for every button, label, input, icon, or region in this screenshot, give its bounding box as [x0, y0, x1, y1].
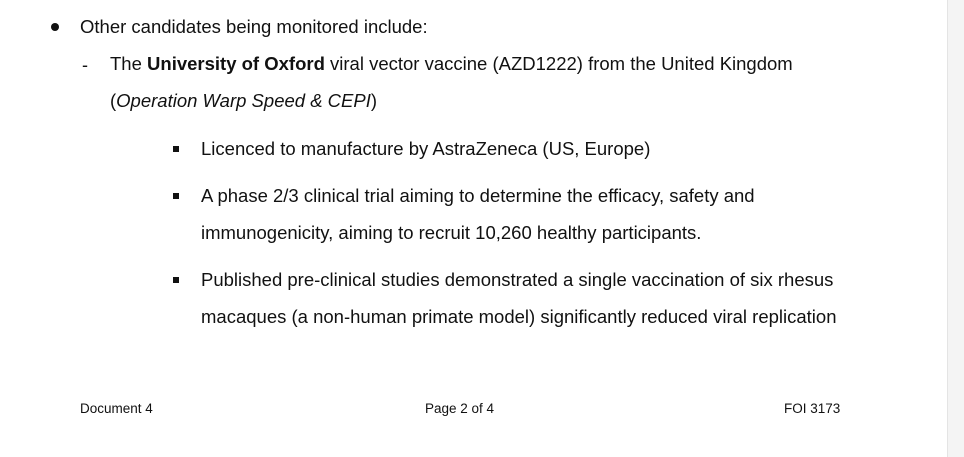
- dash-item-paren-close: ): [370, 90, 378, 111]
- sub-bullet-1-line-1: Licenced to manufacture by AstraZeneca (US, Europe): [201, 138, 651, 159]
- sub-bullet-2-line-2: immunogenicity, aiming to recruit 10,260 healthy participants.: [201, 222, 702, 243]
- dash-bullet-icon: -: [82, 55, 88, 75]
- sub-bullet-3-line-2: macaques (a non-human primate model) significantly reduced viral replication: [201, 306, 837, 327]
- dash-item-suffix: viral vector vaccine (AZD1222) from the United Kingdom: [324, 53, 793, 74]
- square-bullet-icon: [173, 193, 179, 199]
- square-bullet-icon: [173, 146, 179, 152]
- footer-document-label: Document 4: [80, 401, 153, 416]
- footer-page-number: Page 2 of 4: [425, 401, 495, 416]
- dash-item-line-2: [110, 90, 377, 112]
- bullet-dot-icon: [51, 23, 59, 31]
- sub-bullet-2-line-1: A phase 2/3 clinical trial aiming to determine the efficacy, safety and: [201, 185, 755, 206]
- square-bullet-icon: [173, 277, 179, 283]
- scrollbar-track[interactable]: [947, 0, 964, 457]
- top-bullet-text: Other candidates being monitored include:: [80, 16, 428, 37]
- dash-item-paren-open: (: [110, 90, 117, 111]
- dash-item-prefix: The: [110, 53, 148, 74]
- sub-bullet-3-line-1: Published pre-clinical studies demonstrated a single vaccination of six rhesus: [201, 269, 834, 290]
- footer-foi-reference: FOI 3173: [784, 401, 841, 416]
- dash-item-funders: Operation Warp Speed & CEPI: [116, 90, 371, 111]
- dash-item-bold-institution: University of Oxford: [147, 53, 325, 74]
- dash-item-line-1: [110, 53, 793, 75]
